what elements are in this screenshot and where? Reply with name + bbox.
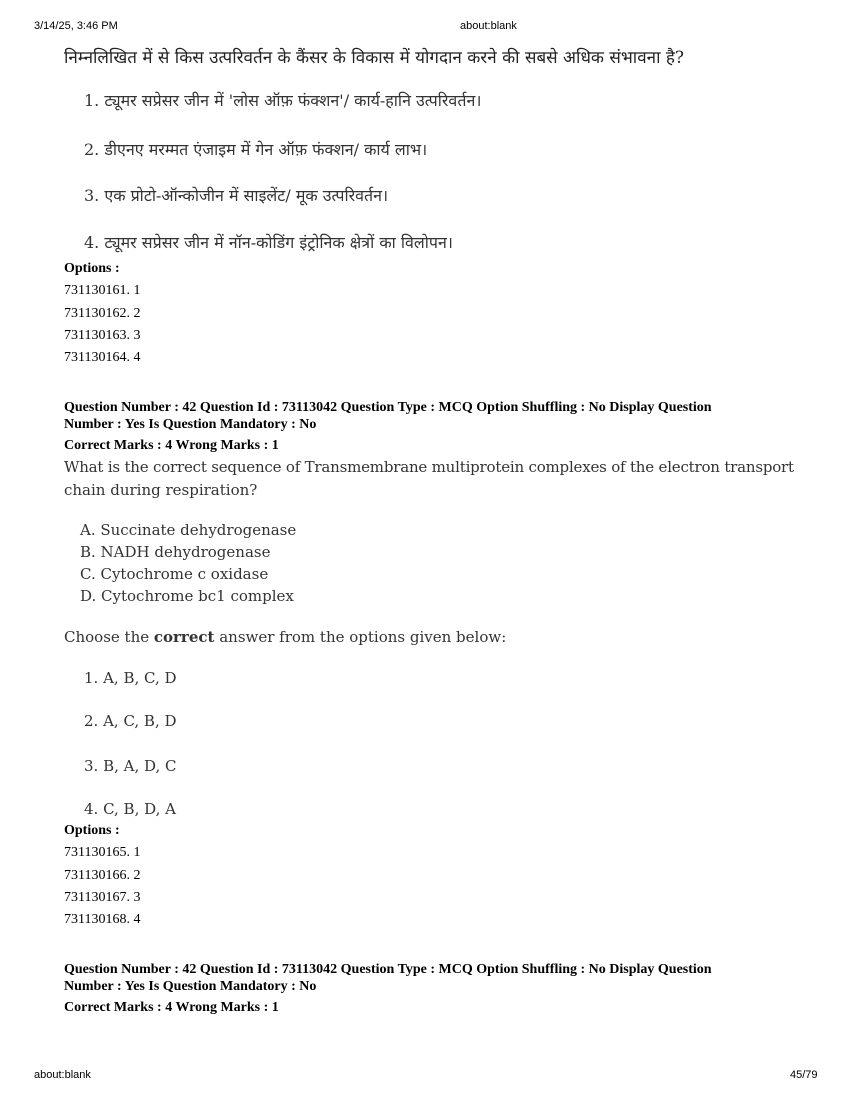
q2-choice-1: 1. A, B, C, D <box>84 669 177 687</box>
q2-choice-3: 3. B, A, D, C <box>84 757 177 775</box>
q1-options-label: Options : <box>64 261 120 276</box>
q2-instruction-pre: Choose the <box>64 628 154 646</box>
q2-instruction <box>64 628 506 646</box>
q2-choice-4: 4. C, B, D, A <box>84 800 176 818</box>
q3-meta-line2: Number : Yes Is Question Mandatory : No <box>64 979 317 994</box>
q1-option-1: 731130161. 1 <box>64 283 141 298</box>
q3-marks: Correct Marks : 4 Wrong Marks : 1 <box>64 1000 279 1015</box>
q2-option-1: 731130165. 1 <box>64 845 141 860</box>
q1-choice-4: 4. ट्यूमर सप्रेसर जीन में नॉन-कोडिंग इंट्रोनिक क्षेत्रों का विलोपन। <box>84 233 453 252</box>
q1-choice-2: 2. डीएनए मरम्मत एंजाइम में गेन ऑफ़ फंक्शन/ कार्य लाभ। <box>84 140 428 159</box>
q2-item-d: D. Cytochrome bc1 complex <box>80 587 294 605</box>
q3-meta-line1: Question Number : 42 Question Id : 73113042 Question Type : MCQ Option Shuffling : No Display Question <box>64 962 712 977</box>
print-title: about:blank <box>460 20 517 32</box>
q2-question-line2: chain during respiration? <box>64 481 258 499</box>
q1-choice-3: 3. एक प्रोटो-ऑन्कोजीन में साइलेंट/ मूक उत्परिवर्तन। <box>84 186 389 205</box>
q1-choice-1: 1. ट्यूमर सप्रेसर जीन में 'लोस ऑफ़ फंक्शन'/ कार्य-हानि उत्परिवर्तन। <box>84 91 482 110</box>
q2-meta-line1: Question Number : 42 Question Id : 73113042 Question Type : MCQ Option Shuffling : No Display Question <box>64 400 712 415</box>
q2-question-line1: What is the correct sequence of Transmembrane multiprotein complexes of the electron transport <box>64 458 794 476</box>
q2-item-a: A. Succinate dehydrogenase <box>80 521 297 539</box>
q1-option-3: 731130163. 3 <box>64 328 141 343</box>
q1-question-text: निम्नलिखित में से किस उत्परिवर्तन के कैंसर के विकास में योगदान करने की सबसे अधिक संभावना है? <box>64 48 685 68</box>
q2-marks: Correct Marks : 4 Wrong Marks : 1 <box>64 438 279 453</box>
q1-option-2: 731130162. 2 <box>64 306 141 321</box>
q2-item-b: B. NADH dehydrogenase <box>80 543 271 561</box>
q2-instruction-emphasis: correct <box>153 628 215 646</box>
q2-item-c: C. Cytochrome c oxidase <box>80 565 269 583</box>
print-timestamp: 3/14/25, 3:46 PM <box>34 20 118 32</box>
q2-options-label: Options : <box>64 823 120 838</box>
q2-meta-line2: Number : Yes Is Question Mandatory : No <box>64 417 317 432</box>
q2-choice-2: 2. A, C, B, D <box>84 712 177 730</box>
q2-option-2: 731130166. 2 <box>64 868 141 883</box>
q2-option-3: 731130167. 3 <box>64 890 141 905</box>
q2-instruction-post: answer from the options given below: <box>214 628 507 646</box>
q1-option-4: 731130164. 4 <box>64 350 141 365</box>
print-footer-url: about:blank <box>34 1069 91 1081</box>
print-page-number: 45/79 <box>790 1069 818 1081</box>
q2-option-4: 731130168. 4 <box>64 912 141 927</box>
